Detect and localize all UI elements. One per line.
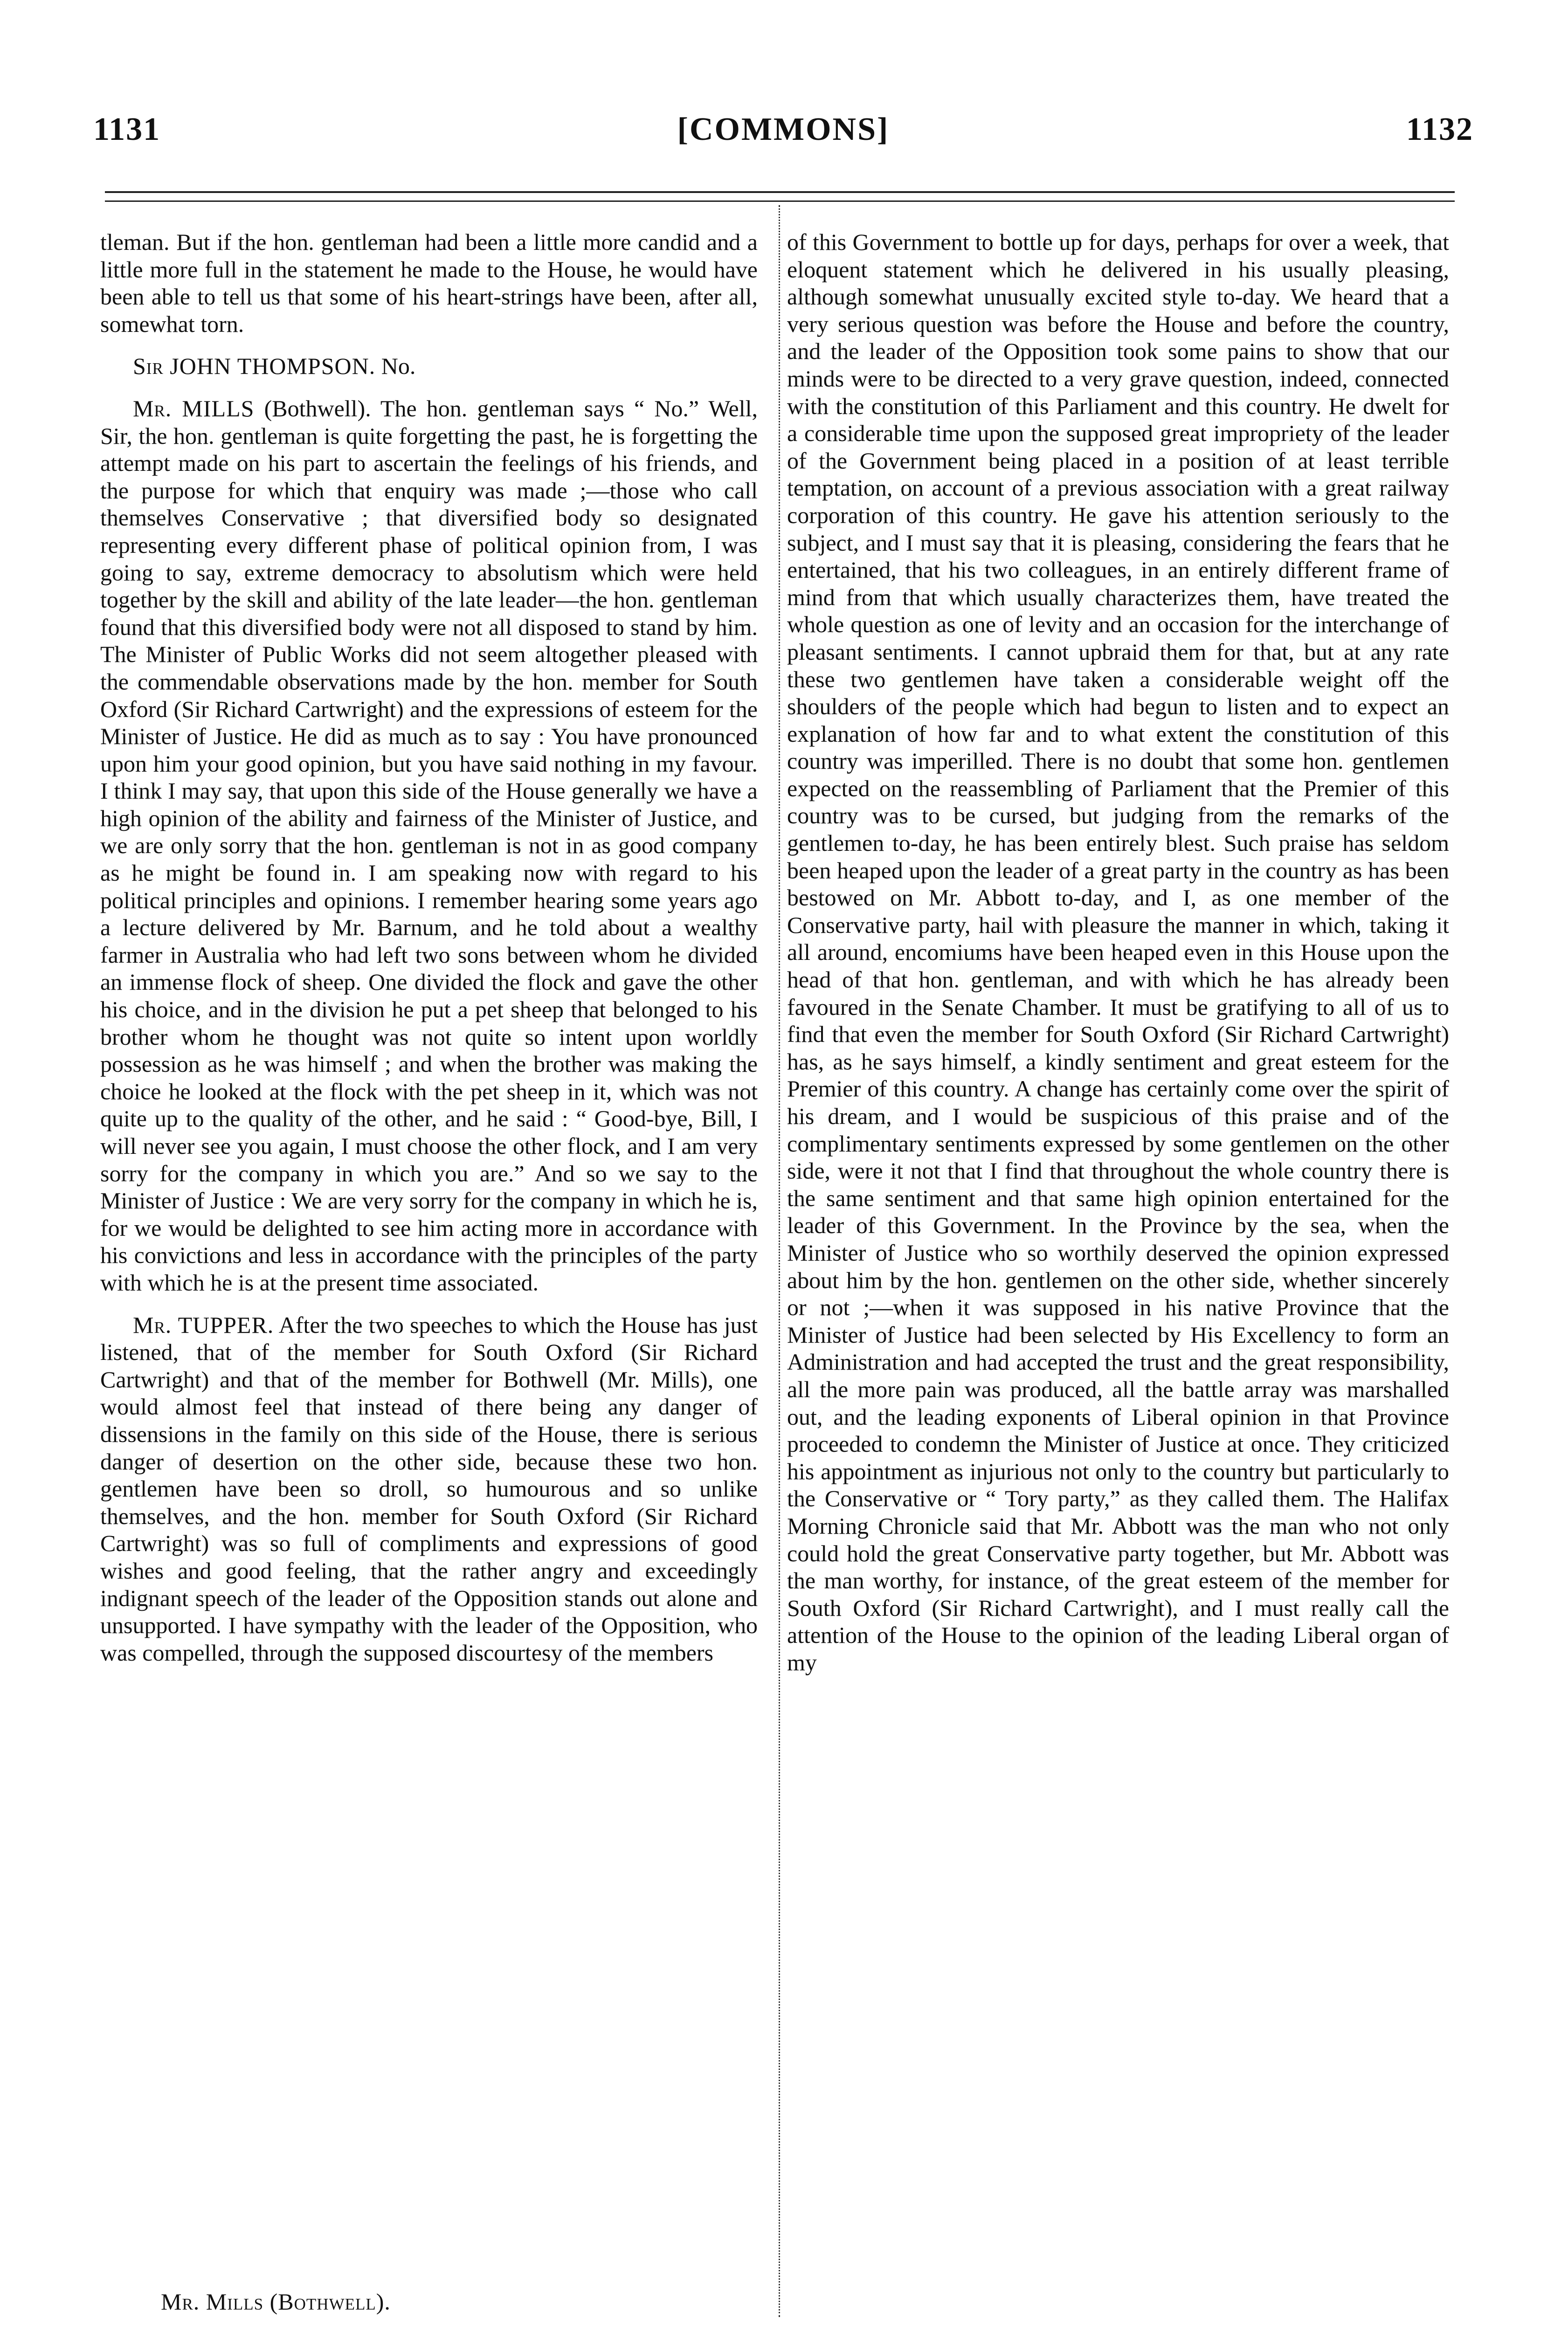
page-number-right: 1132 bbox=[1406, 111, 1473, 147]
speaker-name: Mr. MILLS bbox=[133, 395, 255, 421]
paragraph-text: of this Government to bottle up for days, perhaps for over a week, that eloquent statement which he delivered in his usually pleasing, although somewhat unusually excited style to-day. We heard that a very serious question was before the House and before the country, and the leader of the Opposition took some pains to show that our minds were to be directed to a very grave question, indeed, connected with the constitution of this Parliament and this country. He dwelt for a considerable time upon the supposed great impropriety of the leader of the Government being placed in a position of at least terrible temptation, on account of a previous association with a great railway corporation of this country. He gave his attention seriously to the subject, and I must say that it is pleasing, considering the fears that he entertained, that his two colleagues, in an entirely different frame of mind from that which usually characterizes them, have treated the whole question as one of levity and an occasion for the interchange of pleasant sentiments. I cannot upbraid them for that, but at any rate these two gentlemen have taken a considerable weight off the shoulders of the people which had begun to listen and to expect an explanation of how far and to what extent the constitution of this country was imperilled. There is no doubt that some hon. gentlemen expected on the reassembling of Parliament that the Premier of this country was to be cursed, but judging from the remarks of the gentlemen to-day, he has been entirely blest. Such praise has seldom been heaped upon the leader of a great party in the country as has been bestowed on Mr. Abbott to-day, and I, as one member of the Conservative party, hail with pleasure the manner in which, taking it all around, encomiums have been heaped even in this House upon the head of that hon. gentleman, and with which he has already been favoured in the Senate Chamber. It must be gratifying to all of us to find that even the member for South Oxford (Sir Richard Cartwright) has, as he says himself, a kindly sentiment and great esteem for the Premier of this country. A change has certainly come over the spirit of his dream, and I would be suspicious of this praise and of the complimentary sentiments expressed by some gentlemen on the other side, were it not that I find that throughout the whole country there is the same sentiment and that same high opinion entertained for the leader of this Government. In the Province by the sea, when the Minister of Justice who so worthily deserved the opinion expressed about him by the hon. gentlemen on the other side, whether sincerely or not ;—when it was supposed in his native Province that the Minister of Justice had been selected by His Excellency to form an Administration and had accepted the trust and the great responsibility, all the more pain was produced, all the battle array was marshalled out, and the leading exponents of Liberal opinion in that Province proceeded to condemn the Minister of Justice at once. They criticized his appointment as injurious not only to the country but particularly to the Conservative or “ Tory party,” as they called them. The Halifax Morning Chronicle said that Mr. Abbott was the man who not only could hold the great Conservative party together, but Mr. Abbott was the man worthy, for instance, of the great esteem of the member for South Oxford (Sir Richard Cartwright), and I must really call the attention of the House to the opinion of the leading Liberal organ of my bbox=[787, 229, 1449, 1676]
paragraph bbox=[787, 228, 1449, 1676]
paragraph bbox=[100, 228, 758, 338]
right-column bbox=[787, 228, 1449, 1691]
column-divider bbox=[779, 205, 780, 2317]
speaker-name: Mr. TUPPER. bbox=[133, 1311, 274, 1338]
header-rule-thick bbox=[105, 191, 1455, 193]
left-column bbox=[100, 228, 758, 1681]
paragraph bbox=[100, 1311, 758, 1667]
paragraph-text: (Bothwell). The hon. gentleman says “ No.” Well, Sir, the hon. gentleman is quite forgetting the past, he is forgetting the attempt made on his part to ascertain the feelings of his friends, and the purpose for which that enquiry was made ;—those who call themselves Conservative ; that diversified body so designated representing every different phase of political opinion from, I was going to say, extreme democracy to absolutism which were held together by the skill and ability of the late leader—the hon. gentleman found that this diversified body were not all disposed to stand by him. The Minister of Public Works did not seem altogether pleased with the commendable observations made by the hon. member for South Oxford (Sir Richard Cartwright) and the expressions of esteem for the Minister of Justice. He did as much as to say : You have pronounced upon him your good opinion, but you have said nothing in my favour. I think I may say, that upon this side of the House generally we have a high opinion of the ability and fairness of the Minister of Justice, and we are only sorry that the hon. gentleman is not in as good company as he might be found in. I am speaking now with regard to his political principles and opinions. I remember hearing some years ago a lecture delivered by Mr. Barnum, and he told about a wealthy farmer in Australia who had left two sons between whom he divided an immense flock of sheep. One divided the flock and gave the other his choice, and in the division he put a pet sheep that belonged to his brother whom he thought was not quite so intent upon worldly possession as he was himself ; and when the brother was making the choice he looked at the flock with the pet sheep in it, which was not quite up to the quality of the other, and he said : “ Good-bye, Bill, I will never see you again, I must choose the other flock, and I am very sorry for the company in which you are.” And so we say to the Minister of Justice : We are very sorry for the company in which he is, for we would be delighted to see him acting more in accordance with his convictions and less in accordance with the principles of the party with which he is at the present time associated. bbox=[100, 395, 758, 1296]
page-number-left: 1131 bbox=[93, 111, 161, 147]
catchword: Mr. Mills (Bothwell). bbox=[161, 2289, 391, 2315]
paragraph bbox=[100, 395, 758, 1297]
paragraph-text: No. bbox=[381, 353, 416, 379]
page-title: [COMMONS] bbox=[677, 111, 890, 147]
speaker-name: Sir JOHN THOMPSON. bbox=[133, 353, 376, 379]
paragraph-text: After the two speeches to which the House has just listened, that of the member for South Oxford (Sir Richard Cartwright) and that of the member for Bothwell (Mr. Mills), one would almost feel that instead of there being any danger of dissensions in the family on this side of the House, there is serious danger of desertion on the other side, because these two hon. gentlemen have been so droll, so humourous and so unlike themselves, and the hon. member for South Oxford (Sir Richard Cartwright) was so full of compliments and expressions of good wishes and good feeling, that the rather angry and exceedingly indignant speech of the leader of the Opposition stands out alone and unsupported. I have sympathy with the leader of the Opposition, who was compelled, through the supposed discourtesy of the members bbox=[100, 1311, 758, 1666]
running-head bbox=[93, 111, 1473, 153]
header-rule-thin bbox=[105, 200, 1455, 202]
paragraph bbox=[100, 352, 758, 380]
paragraph-text: tleman. But if the hon. gentleman had been a little more candid and a little more full in the statement he made to the House, he would have been able to tell us that some of his heart-strings have been, after all, somewhat torn. bbox=[100, 229, 758, 337]
